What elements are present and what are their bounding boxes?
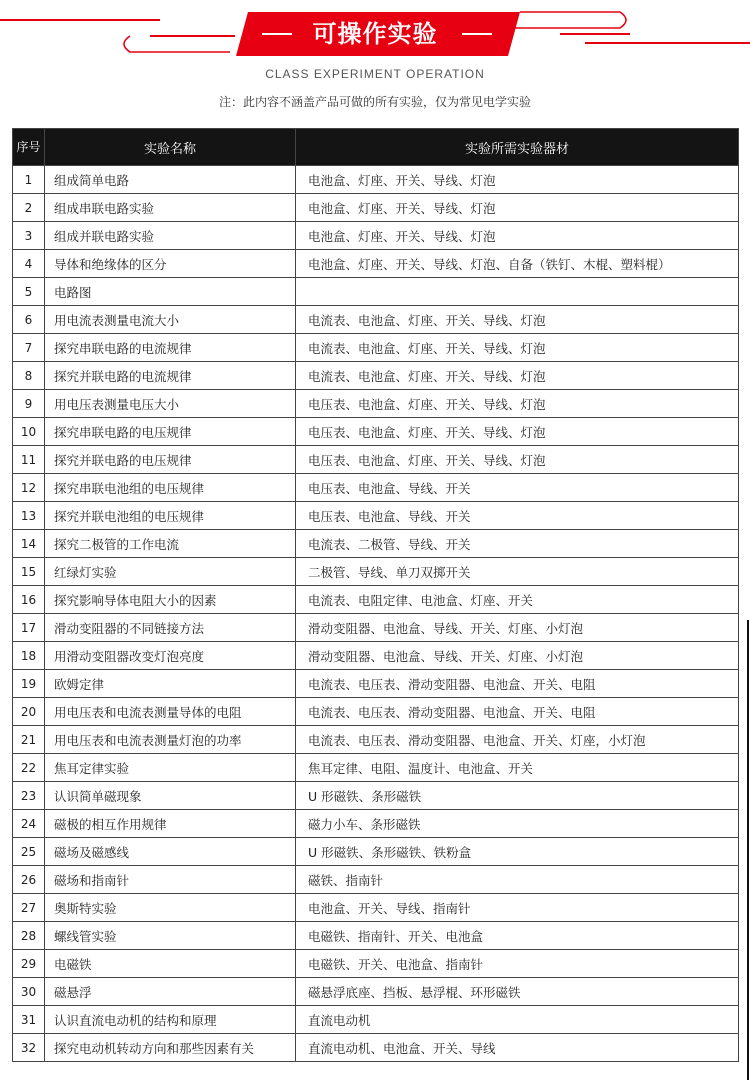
table-row <box>13 894 739 922</box>
table-row <box>13 698 739 726</box>
experiment-equipment: 电流表、电阻定律、电池盒、灯座、开关 <box>296 586 739 614</box>
table-header-row <box>13 129 739 166</box>
experiment-name: 用电压表和电流表测量灯泡的功率 <box>45 726 296 754</box>
row-number: 28 <box>13 922 45 950</box>
experiment-equipment: 焦耳定律、电阻、温度计、电池盒、开关 <box>296 754 739 782</box>
row-number: 4 <box>13 250 45 278</box>
table-row <box>13 222 739 250</box>
table-row <box>13 390 739 418</box>
row-number: 3 <box>13 222 45 250</box>
row-number: 21 <box>13 726 45 754</box>
experiment-equipment: 电压表、电池盒、导线、开关 <box>296 474 739 502</box>
experiment-name: 探究二极管的工作电流 <box>45 530 296 558</box>
row-number: 13 <box>13 502 45 530</box>
experiment-name: 导体和绝缘体的区分 <box>45 250 296 278</box>
experiment-equipment: 电池盒、灯座、开关、导线、灯泡 <box>296 166 739 194</box>
row-number: 23 <box>13 782 45 810</box>
table-row <box>13 922 739 950</box>
experiment-equipment: 电流表、电池盒、灯座、开关、导线、灯泡 <box>296 306 739 334</box>
experiment-equipment: 电池盒、开关、导线、指南针 <box>296 894 739 922</box>
experiment-name: 用电压表测量电压大小 <box>45 390 296 418</box>
table-row <box>13 362 739 390</box>
table-row <box>13 950 739 978</box>
row-number: 16 <box>13 586 45 614</box>
table-row <box>13 586 739 614</box>
experiment-name: 用电压表和电流表测量导体的电阻 <box>45 698 296 726</box>
experiment-equipment: 电压表、电池盒、灯座、开关、导线、灯泡 <box>296 418 739 446</box>
row-number: 31 <box>13 1006 45 1034</box>
experiment-name: 磁极的相互作用规律 <box>45 810 296 838</box>
experiment-name: 探究影响导体电阻大小的因素 <box>45 586 296 614</box>
experiment-name: 滑动变阻器的不同链接方法 <box>45 614 296 642</box>
table-row <box>13 334 739 362</box>
row-number: 29 <box>13 950 45 978</box>
table-row <box>13 278 739 306</box>
experiment-name: 组成并联电路实验 <box>45 222 296 250</box>
row-number: 5 <box>13 278 45 306</box>
experiment-equipment: U 形磁铁、条形磁铁、铁粉盒 <box>296 838 739 866</box>
column-header-name: 实验名称 <box>45 129 296 166</box>
experiment-name: 红绿灯实验 <box>45 558 296 586</box>
table-row <box>13 194 739 222</box>
row-number: 32 <box>13 1034 45 1062</box>
experiment-name: 欧姆定律 <box>45 670 296 698</box>
page-title: 可操作实验 <box>312 20 438 48</box>
table-row <box>13 166 739 194</box>
experiment-name: 用电流表测量电流大小 <box>45 306 296 334</box>
experiment-equipment: 直流电动机 <box>296 1006 739 1034</box>
experiment-equipment: 磁铁、指南针 <box>296 866 739 894</box>
row-number: 26 <box>13 866 45 894</box>
table-row <box>13 1006 739 1034</box>
experiment-name: 探究并联电路的电流规律 <box>45 362 296 390</box>
row-number: 18 <box>13 642 45 670</box>
experiment-name: 探究串联电池组的电压规律 <box>45 474 296 502</box>
header-banner <box>0 0 750 60</box>
table-row <box>13 502 739 530</box>
experiment-equipment: 滑动变阻器、电池盒、导线、开关、灯座、小灯泡 <box>296 614 739 642</box>
row-number: 20 <box>13 698 45 726</box>
experiment-table <box>12 128 739 1062</box>
row-number: 19 <box>13 670 45 698</box>
experiment-name: 认识直流电动机的结构和原理 <box>45 1006 296 1034</box>
table-body <box>13 166 739 1062</box>
experiment-equipment: 电池盒、灯座、开关、导线、灯泡 <box>296 194 739 222</box>
table-row <box>13 250 739 278</box>
row-number: 22 <box>13 754 45 782</box>
table-row <box>13 418 739 446</box>
experiment-equipment: 电压表、电池盒、导线、开关 <box>296 502 739 530</box>
table-row <box>13 446 739 474</box>
table-row <box>13 642 739 670</box>
experiment-name: 用滑动变阻器改变灯泡亮度 <box>45 642 296 670</box>
table-row <box>13 530 739 558</box>
disclaimer-note: 注：此内容不涵盖产品可做的所有实验，仅为常见电学实验 <box>218 95 531 109</box>
experiment-equipment: 电流表、电池盒、灯座、开关、导线、灯泡 <box>296 362 739 390</box>
row-number: 10 <box>13 418 45 446</box>
experiment-equipment: 电流表、电压表、滑动变阻器、电池盒、开关、电阻 <box>296 698 739 726</box>
experiment-equipment: 电磁铁、指南针、开关、电池盒 <box>296 922 739 950</box>
experiment-equipment: 电池盒、灯座、开关、导线、灯泡、自备（铁钉、木棍、塑料棍） <box>296 250 739 278</box>
table-row <box>13 558 739 586</box>
experiment-equipment <box>296 278 739 306</box>
experiment-name: 探究串联电路的电压规律 <box>45 418 296 446</box>
row-number: 1 <box>13 166 45 194</box>
table-row <box>13 1034 739 1062</box>
experiment-equipment: 电压表、电池盒、灯座、开关、导线、灯泡 <box>296 390 739 418</box>
experiment-equipment: 电流表、二极管、导线、开关 <box>296 530 739 558</box>
row-number: 9 <box>13 390 45 418</box>
table-row <box>13 474 739 502</box>
experiment-equipment: 电压表、电池盒、灯座、开关、导线、灯泡 <box>296 446 739 474</box>
experiment-equipment: 电池盒、灯座、开关、导线、灯泡 <box>296 222 739 250</box>
row-number: 8 <box>13 362 45 390</box>
table-row <box>13 306 739 334</box>
row-number: 12 <box>13 474 45 502</box>
row-number: 24 <box>13 810 45 838</box>
experiment-name: 认识简单磁现象 <box>45 782 296 810</box>
experiment-equipment: 二极管、导线、单刀双掷开关 <box>296 558 739 586</box>
table-row <box>13 810 739 838</box>
experiment-equipment: 电流表、电压表、滑动变阻器、电池盒、开关、电阻 <box>296 670 739 698</box>
experiment-name: 奥斯特实验 <box>45 894 296 922</box>
row-number: 25 <box>13 838 45 866</box>
column-header-no: 序号 <box>13 129 45 166</box>
experiment-name: 电磁铁 <box>45 950 296 978</box>
experiment-name: 电路图 <box>45 278 296 306</box>
experiment-name: 磁场和指南针 <box>45 866 296 894</box>
row-number: 11 <box>13 446 45 474</box>
experiment-name: 磁悬浮 <box>45 978 296 1006</box>
experiment-name: 螺线管实验 <box>45 922 296 950</box>
row-number: 2 <box>13 194 45 222</box>
experiment-equipment: 磁力小车、条形磁铁 <box>296 810 739 838</box>
table-row <box>13 978 739 1006</box>
experiment-name: 探究串联电路的电流规律 <box>45 334 296 362</box>
table-row <box>13 614 739 642</box>
experiment-name: 焦耳定律实验 <box>45 754 296 782</box>
row-number: 30 <box>13 978 45 1006</box>
row-number: 7 <box>13 334 45 362</box>
experiment-equipment: 电磁铁、开关、电池盒、指南针 <box>296 950 739 978</box>
row-number: 6 <box>13 306 45 334</box>
table-row <box>13 782 739 810</box>
right-edge-line <box>747 620 749 1080</box>
experiment-name: 磁场及磁感线 <box>45 838 296 866</box>
row-number: 17 <box>13 614 45 642</box>
row-number: 14 <box>13 530 45 558</box>
row-number: 15 <box>13 558 45 586</box>
experiment-equipment: 电流表、电压表、滑动变阻器、电池盒、开关、灯座，小灯泡 <box>296 726 739 754</box>
page-subtitle: CLASS EXPERIMENT OPERATION <box>265 67 485 81</box>
experiment-name: 探究并联电池组的电压规律 <box>45 502 296 530</box>
table-row <box>13 866 739 894</box>
table-row <box>13 670 739 698</box>
experiment-equipment: U 形磁铁、条形磁铁 <box>296 782 739 810</box>
column-header-equipment: 实验所需实验器材 <box>296 129 739 166</box>
table-row <box>13 754 739 782</box>
experiment-equipment: 直流电动机、电池盒、开关、导线 <box>296 1034 739 1062</box>
experiment-name: 组成串联电路实验 <box>45 194 296 222</box>
row-number: 27 <box>13 894 45 922</box>
experiment-equipment: 磁悬浮底座、挡板、悬浮棍、环形磁铁 <box>296 978 739 1006</box>
table-row <box>13 726 739 754</box>
experiment-name: 探究电动机转动方向和那些因素有关 <box>45 1034 296 1062</box>
experiment-name: 组成简单电路 <box>45 166 296 194</box>
experiment-name: 探究并联电路的电压规律 <box>45 446 296 474</box>
experiment-equipment: 滑动变阻器、电池盒、导线、开关、灯座、小灯泡 <box>296 642 739 670</box>
experiment-equipment: 电流表、电池盒、灯座、开关、导线、灯泡 <box>296 334 739 362</box>
table-row <box>13 838 739 866</box>
